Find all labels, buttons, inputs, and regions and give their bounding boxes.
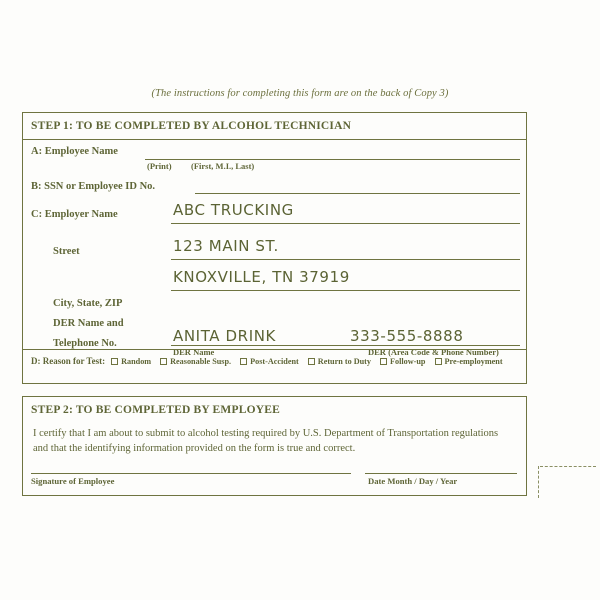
reason-option-follow-up[interactable] bbox=[380, 357, 426, 366]
checkbox-icon[interactable] bbox=[308, 358, 315, 365]
step2-title: STEP 2: TO BE COMPLETED BY EMPLOYEE bbox=[31, 404, 280, 416]
employee-name-rule[interactable] bbox=[145, 159, 520, 160]
checkbox-icon[interactable] bbox=[160, 358, 167, 365]
city-state-zip-label: City, State, ZIP bbox=[53, 298, 123, 309]
step2-section bbox=[22, 396, 527, 496]
reason-option-post-accident[interactable] bbox=[240, 357, 299, 366]
perforation-line-vertical bbox=[538, 466, 539, 498]
der-rule[interactable] bbox=[171, 345, 520, 346]
checkbox-icon[interactable] bbox=[240, 358, 247, 365]
employee-name-print-caption: (Print) bbox=[147, 161, 172, 171]
employee-name-format-caption: (First, M.I., Last) bbox=[191, 161, 255, 171]
city-state-zip-rule[interactable] bbox=[171, 290, 520, 291]
reason-option-reasonable-susp[interactable] bbox=[160, 357, 231, 366]
reason-option-pre-employment[interactable] bbox=[435, 357, 503, 366]
certification-text: I certify that I am about to submit to alcohol testing required by U.S. Department of Transportation regulations and that the identifying information provided on the form is true and correct. bbox=[33, 428, 499, 454]
reason-option-label: Follow-up bbox=[390, 356, 426, 366]
step1-section bbox=[22, 112, 527, 384]
der-phone-value: 333-555-8888 bbox=[350, 327, 464, 345]
reason-option-label: Pre-employment bbox=[444, 356, 503, 366]
employee-name-label: A: Employee Name bbox=[31, 146, 118, 157]
instructions-note: (The instructions for completing this form are on the back of Copy 3) bbox=[151, 88, 449, 99]
employer-name-value: ABC TRUCKING bbox=[173, 201, 294, 219]
street-rule[interactable] bbox=[171, 259, 520, 260]
perforation-line bbox=[540, 466, 596, 467]
signature-rule[interactable] bbox=[31, 473, 351, 474]
date-rule[interactable] bbox=[365, 473, 517, 474]
checkbox-icon[interactable] bbox=[435, 358, 442, 365]
checkbox-icon[interactable] bbox=[111, 358, 118, 365]
der-label-line1: DER Name and bbox=[53, 318, 124, 329]
reason-option-label: Random bbox=[121, 356, 152, 366]
reason-for-test-row bbox=[31, 356, 520, 366]
employer-name-rule[interactable] bbox=[171, 223, 520, 224]
der-phone-caption: DER (Area Code & Phone Number) bbox=[368, 347, 499, 357]
ssn-rule[interactable] bbox=[195, 193, 520, 194]
street-value: 123 MAIN ST. bbox=[173, 237, 279, 255]
reason-option-label: Return to Duty bbox=[317, 356, 371, 366]
der-name-value: ANITA DRINK bbox=[173, 327, 276, 345]
reason-option-label: Post-Accident bbox=[250, 356, 299, 366]
reason-for-test-label: D: Reason for Test: bbox=[31, 356, 106, 366]
step1-title-divider bbox=[23, 139, 526, 140]
der-label-line2: Telephone No. bbox=[53, 338, 117, 349]
signature-label: Signature of Employee bbox=[31, 476, 115, 486]
step1-title: STEP 1: TO BE COMPLETED BY ALCOHOL TECHNICIAN bbox=[31, 120, 352, 132]
reason-option-return-to-duty[interactable] bbox=[308, 357, 371, 366]
der-name-caption: DER Name bbox=[173, 347, 215, 357]
street-label: Street bbox=[53, 246, 80, 257]
ssn-label: B: SSN or Employee ID No. bbox=[31, 181, 156, 192]
date-label: Date Month / Day / Year bbox=[368, 476, 458, 486]
reason-option-label: Reasonable Susp. bbox=[170, 356, 232, 366]
city-state-zip-value: KNOXVILLE, TN 37919 bbox=[173, 268, 350, 286]
employer-name-label: C: Employer Name bbox=[31, 209, 118, 220]
reason-option-random[interactable] bbox=[111, 357, 151, 366]
reason-divider bbox=[23, 349, 526, 350]
checkbox-icon[interactable] bbox=[380, 358, 387, 365]
